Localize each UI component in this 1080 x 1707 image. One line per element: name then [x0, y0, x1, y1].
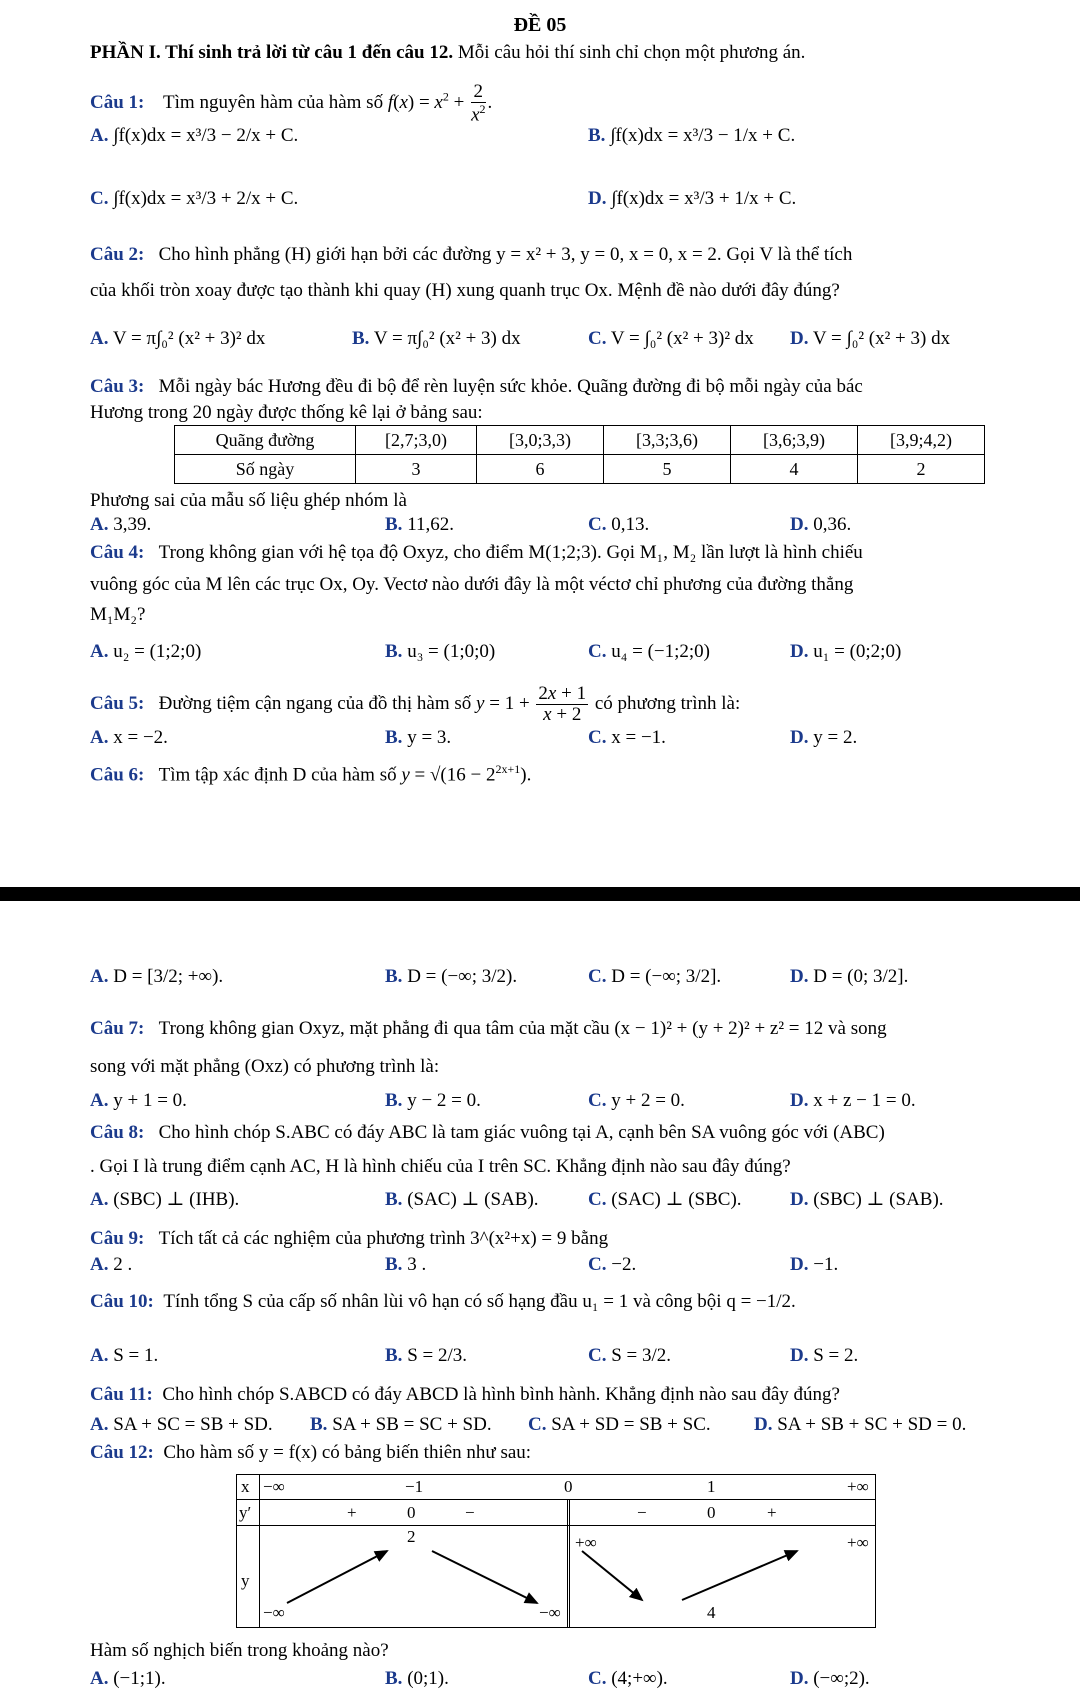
- q4-option-d[interactable]: D. u₁ = (0;2;0): [790, 641, 902, 662]
- q7-stem-2: song với mặt phẳng (Oxz) có phương trình là:: [90, 1056, 440, 1077]
- x-value: 0: [564, 1477, 573, 1496]
- q2-option-a[interactable]: A. V = π∫₀² (x² + 3)² dx: [90, 328, 266, 349]
- q10-option-d[interactable]: D. S = 2.: [790, 1345, 859, 1366]
- q6-option-c[interactable]: C. D = (−∞; 3/2].: [588, 966, 722, 987]
- decreasing-arrow: [432, 1551, 537, 1603]
- q3-option-a[interactable]: A. 3,39.: [90, 514, 152, 535]
- q12-option-d[interactable]: D. (−∞;2).: [790, 1668, 870, 1689]
- q4-option-b[interactable]: B. u₃ = (1;0;0): [385, 641, 496, 662]
- yprime-zero: 0: [407, 1503, 416, 1522]
- q12-option-b[interactable]: B. (0;1).: [385, 1668, 449, 1689]
- q8-option-d[interactable]: D. (SBC) ⊥ (SAB).: [790, 1189, 944, 1210]
- q12-option-a[interactable]: A. (−1;1).: [90, 1668, 166, 1689]
- q1-option-a[interactable]: A. ∫f(x)dx = x³/3 − 2/x + C.: [90, 125, 299, 146]
- q9-stem: Câu 9: Tích tất cả các nghiệm của phương trình 3^(x²+x) = 9 bằng: [90, 1228, 609, 1249]
- q2-option-d[interactable]: D. V = ∫₀² (x² + 3) dx: [790, 328, 951, 349]
- q8-stem: Câu 8: Cho hình chóp S.ABC có đáy ABC là tam giác vuông tại A, cạnh bên SA vuông góc với (ABC): [90, 1122, 885, 1143]
- q10-option-c[interactable]: C. S = 3/2.: [588, 1345, 672, 1366]
- x-value: −1: [405, 1477, 424, 1496]
- table-cell: [3,3;3,6): [604, 426, 731, 455]
- y-value: −∞: [263, 1603, 285, 1622]
- y-value: 2: [407, 1527, 416, 1546]
- yprime-sign: +: [767, 1503, 777, 1522]
- q3-stem-3: Phương sai của mẫu số liệu ghép nhóm là: [90, 490, 407, 511]
- q5-option-b[interactable]: B. y = 3.: [385, 727, 452, 748]
- table-row: [175, 426, 985, 455]
- q6-option-b[interactable]: B. D = (−∞; 3/2).: [385, 966, 518, 987]
- q6-stem: Câu 6: Tìm tập xác định D của hàm số $y = √(16 - 2^{2x+1})$.: [90, 762, 532, 786]
- yprime-sign: −: [465, 1503, 475, 1522]
- decreasing-arrow: [582, 1551, 642, 1600]
- x-value: 1: [707, 1477, 716, 1496]
- table-cell: 5: [604, 455, 731, 484]
- q5-option-d[interactable]: D. y = 2.: [790, 727, 858, 748]
- table-cell: 3: [356, 455, 477, 484]
- q10-option-b[interactable]: B. S = 2/3.: [385, 1345, 467, 1366]
- q11-option-a[interactable]: A. SA + SC = SB + SD.: [90, 1414, 273, 1435]
- table-cell: 4: [731, 455, 858, 484]
- x-value: +∞: [847, 1477, 869, 1496]
- q12-option-c[interactable]: C. (4;+∞).: [588, 1668, 668, 1689]
- table-cell: 6: [477, 455, 604, 484]
- q4-option-c[interactable]: C. u₄ = (−1;2;0): [588, 641, 711, 662]
- q4-stem-3: M₁M₂?: [90, 604, 146, 625]
- q10-option-a[interactable]: A. S = 1.: [90, 1345, 159, 1366]
- q11-option-c[interactable]: C. SA + SD = SB + SC.: [528, 1414, 711, 1435]
- q6-option-d[interactable]: D. D = (0; 3/2].: [790, 966, 909, 987]
- yprime-sign: +: [347, 1503, 357, 1522]
- y-value: +∞: [575, 1533, 597, 1552]
- q8-stem-2: . Gọi I là trung điểm cạnh AC, H là hình chiếu của I trên SC. Khẳng định nào sau đây đúng?: [90, 1156, 791, 1177]
- table-row: [175, 455, 985, 484]
- page-separator: [0, 887, 1080, 901]
- x-value: −∞: [263, 1477, 285, 1496]
- q1-option-b[interactable]: B. ∫f(x)dx = x³/3 − 1/x + C.: [588, 125, 796, 146]
- q7-option-d[interactable]: D. x + z − 1 = 0.: [790, 1090, 916, 1111]
- q3-option-c[interactable]: C. 0,13.: [588, 514, 650, 535]
- yprime-sign: −: [637, 1503, 647, 1522]
- q3-stem: Câu 3: Mỗi ngày bác Hương đều đi bộ để rèn luyện sức khỏe. Quãng đường đi bộ mỗi ngày của bác: [90, 376, 863, 397]
- q7-option-a[interactable]: A. y + 1 = 0.: [90, 1090, 187, 1111]
- q4-stem: Câu 4: Trong không gian với hệ tọa độ Oxyz, cho điểm M(1;2;3). Gọi M₁, M₂ lần lượt là hình chiếu: [90, 542, 863, 563]
- increasing-arrow: [287, 1551, 387, 1603]
- q7-stem: Câu 7: Trong không gian Oxyz, mặt phẳng đi qua tâm của mặt cầu (x − 1)² + (y + 2)² + z² = 12 và song: [90, 1018, 887, 1039]
- yprime-row-label: y′: [239, 1503, 252, 1522]
- q3-option-b[interactable]: B. 11,62.: [385, 514, 454, 535]
- q2-option-b[interactable]: B. V = π∫₀² (x² + 3) dx: [352, 328, 521, 349]
- table-cell: [3,6;3,9): [731, 426, 858, 455]
- q12-stem: Câu 12: Cho hàm số y = f(x) có bảng biến thiên như sau:: [90, 1442, 532, 1463]
- q8-option-c[interactable]: C. (SAC) ⊥ (SBC).: [588, 1189, 742, 1210]
- q9-option-a[interactable]: A. 2 .: [90, 1254, 133, 1275]
- q2-stem: Câu 2: Cho hình phẳng (H) giới hạn bởi các đường y = x² + 3, y = 0, x = 0, x = 2. Gọi V là thể tích: [90, 244, 853, 265]
- yprime-zero: 0: [707, 1503, 716, 1522]
- q7-option-b[interactable]: B. y − 2 = 0.: [385, 1090, 481, 1111]
- table-cell: 2: [858, 455, 985, 484]
- q9-option-c[interactable]: C. −2.: [588, 1254, 637, 1275]
- q2-stem-2: của khối tròn xoay được tạo thành khi quay (H) xung quanh trục Ox. Mệnh đề nào dưới đây đúng?: [90, 280, 840, 301]
- q12-variation-table: [236, 1474, 876, 1628]
- q8-option-a[interactable]: A. (SBC) ⊥ (IHB).: [90, 1189, 240, 1210]
- table-cell: [3,0;3,3): [477, 426, 604, 455]
- q12-stem-2: Hàm số nghịch biến trong khoảng nào?: [90, 1640, 389, 1661]
- q11-stem: Câu 11: Cho hình chóp S.ABCD có đáy ABCD là hình bình hành. Khẳng định nào sau đây đúng?: [90, 1384, 840, 1405]
- q3-stem-2: Hương trong 20 ngày được thống kê lại ở bảng sau:: [90, 402, 483, 423]
- increasing-arrow: [682, 1551, 797, 1600]
- q4-stem-2: vuông góc của M lên các trục Ox, Oy. Vectơ nào dưới đây là một véctơ chỉ phương của đường thẳng: [90, 574, 854, 595]
- q7-option-c[interactable]: C. y + 2 = 0.: [588, 1090, 685, 1111]
- q5-stem: Câu 5: Đường tiệm cận ngang của đồ thị hàm số y = 1 + $\frac{2x + 1}{x + 2}$ có phương trình là:: [90, 683, 741, 725]
- q4-option-a[interactable]: A. u₂ = (1;2;0): [90, 641, 202, 662]
- q5-option-a[interactable]: A. x = −2.: [90, 727, 168, 748]
- y-row-label: y: [241, 1571, 250, 1590]
- x-row-label: x: [241, 1477, 250, 1496]
- q6-option-a[interactable]: A. D = [3/2; +∞).: [90, 966, 224, 987]
- part1-heading: PHẦN I. Thí sinh trả lời từ câu 1 đến câu 12. Mỗi câu hỏi thí sinh chỉ chọn một phương án.: [90, 42, 806, 63]
- y-value: +∞: [847, 1533, 869, 1552]
- q8-option-b[interactable]: B. (SAC) ⊥ (SAB).: [385, 1189, 539, 1210]
- q9-option-b[interactable]: B. 3 .: [385, 1254, 427, 1275]
- q10-stem: Câu 10: Tính tổng S của cấp số nhân lùi vô hạn có số hạng đầu u₁ = 1 và công bội q = −1/2.: [90, 1291, 796, 1312]
- y-value: −∞: [539, 1603, 561, 1622]
- q3-frequency-table: [174, 425, 985, 484]
- y-value: 4: [707, 1603, 716, 1622]
- q1-stem: Câu 1: Tìm nguyên hàm của hàm số $f(x) = x^2$ + $\frac{2}{x^2}$ .: [90, 81, 493, 126]
- table-head-days: Số ngày: [175, 455, 356, 484]
- q11-option-b[interactable]: B. SA + SB = SC + SD.: [310, 1414, 492, 1435]
- q11-option-d[interactable]: D. SA + SB + SC + SD = 0.: [754, 1414, 967, 1435]
- table-head-distance: Quãng đường: [175, 426, 356, 455]
- q5-option-c[interactable]: C. x = −1.: [588, 727, 666, 748]
- q1-option-d[interactable]: D. ∫f(x)dx = x³/3 + 1/x + C.: [588, 188, 797, 209]
- q3-option-d[interactable]: D. 0,36.: [790, 514, 852, 535]
- q9-option-d[interactable]: D. −1.: [790, 1254, 839, 1275]
- table-cell: [2,7;3,0): [356, 426, 477, 455]
- table-cell: [3,9;4,2): [858, 426, 985, 455]
- exam-title: ĐỀ 05: [513, 14, 567, 36]
- q1-option-c[interactable]: C. ∫f(x)dx = x³/3 + 2/x + C.: [90, 188, 299, 209]
- q2-option-c[interactable]: C. V = ∫₀² (x² + 3)² dx: [588, 328, 754, 349]
